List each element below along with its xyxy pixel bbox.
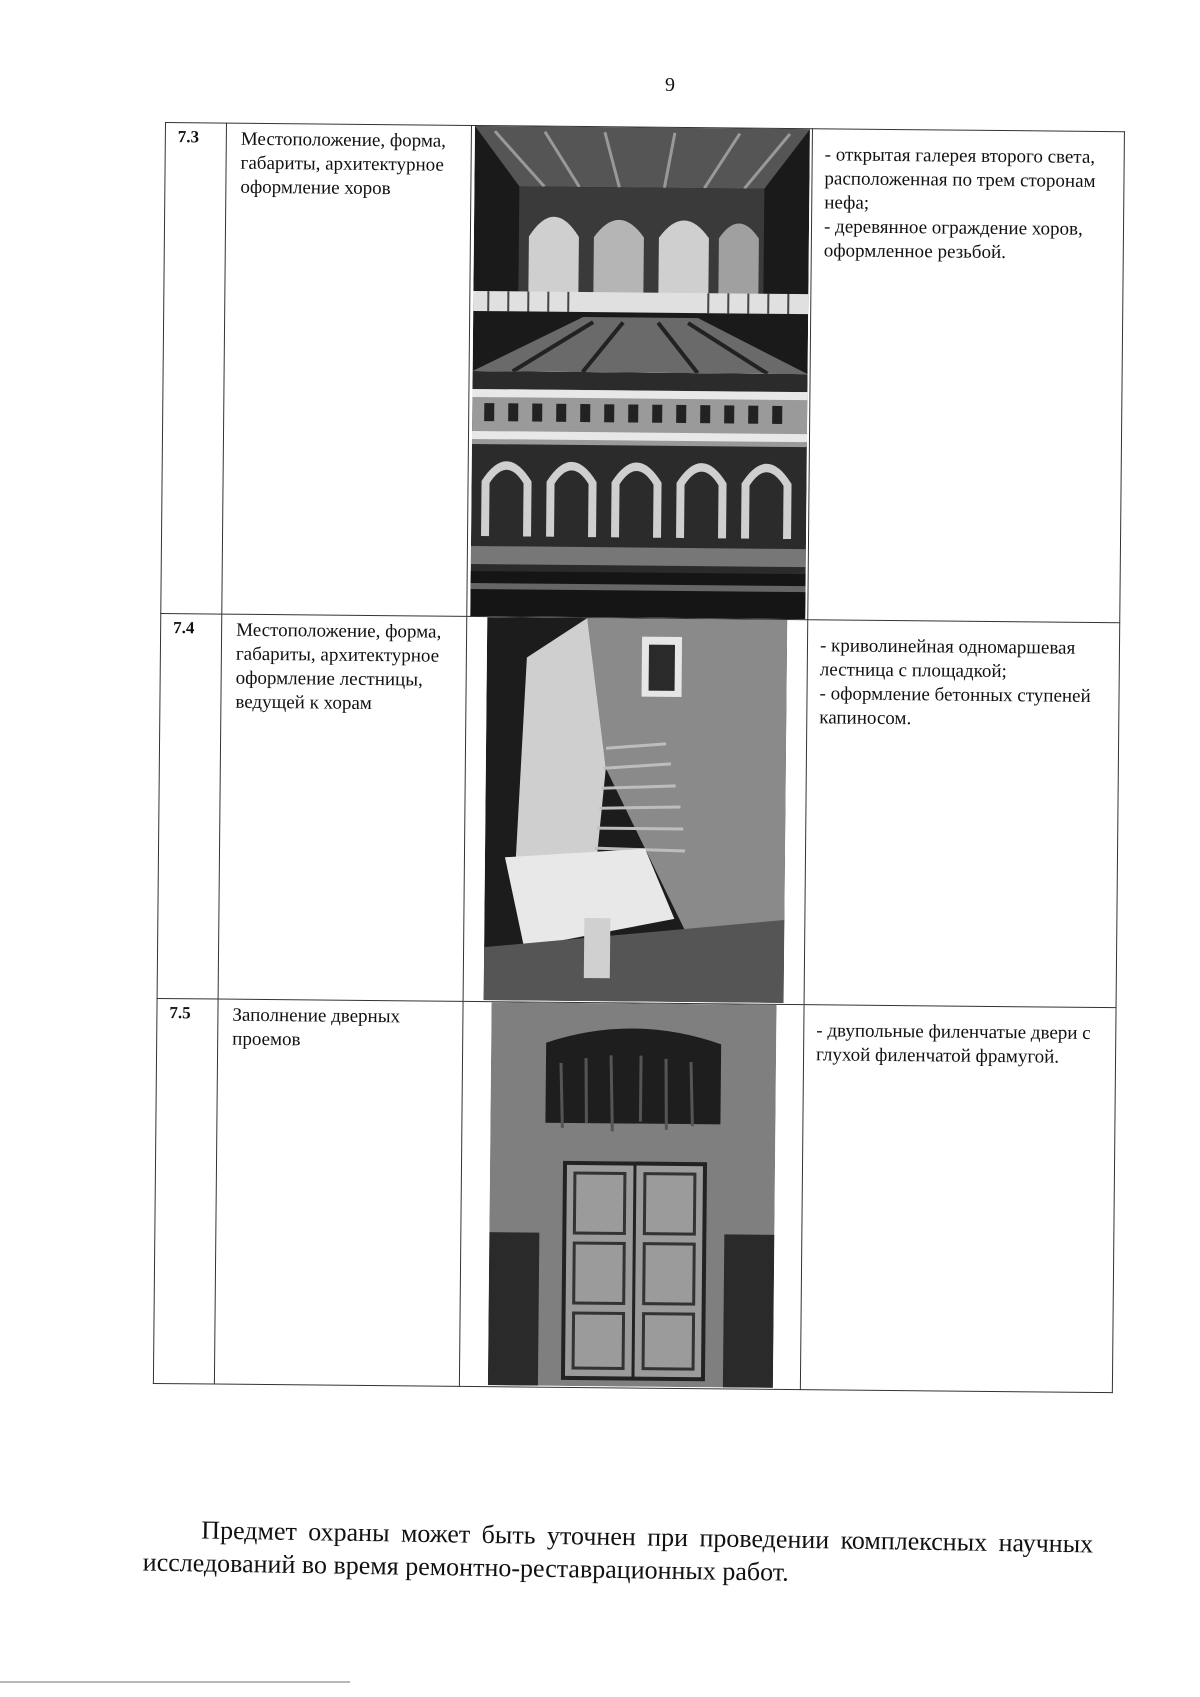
- row-number: 7.4: [157, 613, 222, 999]
- row-description: [804, 620, 1120, 1008]
- staircase-photo: [484, 617, 788, 1003]
- choir-gallery-photo: [472, 126, 809, 374]
- page-number: 9: [665, 74, 675, 96]
- photo-cell: [467, 125, 813, 619]
- door-photo: [487, 1002, 776, 1388]
- photo-cell: [459, 1001, 804, 1389]
- row-description: [808, 129, 1125, 623]
- row-name: Местоположение, форма, габариты, архитектурное оформление хоров: [222, 123, 472, 616]
- description-line: - оформление бетонных ступеней капиносом.: [819, 683, 1091, 730]
- row-number: 7.3: [161, 123, 227, 615]
- description-line: - открытая галерея второго света, расположенная по трем сторонам нефа;: [824, 144, 1096, 214]
- table-row: [161, 123, 1125, 623]
- row-description: [800, 1005, 1116, 1393]
- footer-paragraph: [143, 1513, 1094, 1594]
- heritage-table: [153, 122, 1125, 1393]
- row-name: Местоположение, форма, габариты, архитектурное оформление лестницы, ведущей к хорам: [218, 614, 467, 1001]
- footer-text: Предмет охраны может быть уточнен при проведении комплексных научных исследований во время ремонтно-реставрационных работ.: [142, 1515, 1094, 1587]
- photo-cell: [463, 616, 808, 1004]
- row-number: 7.5: [153, 998, 218, 1384]
- arcade-gallery-photo: [470, 371, 807, 619]
- table-row: [157, 613, 1120, 1007]
- description-line: - деревянное ограждение хоров, оформленное резьбой.: [823, 216, 1083, 264]
- description-line: - криволинейная одномаршевая лестница с площадкой;: [819, 635, 1076, 683]
- table-row: [153, 998, 1116, 1392]
- description-line: - двупольные филенчатые двери с глухой филенчатой фрамугой.: [815, 1020, 1091, 1068]
- scan-edge-line: [0, 1681, 350, 1683]
- row-name: Заполнение дверных проемов: [214, 999, 463, 1386]
